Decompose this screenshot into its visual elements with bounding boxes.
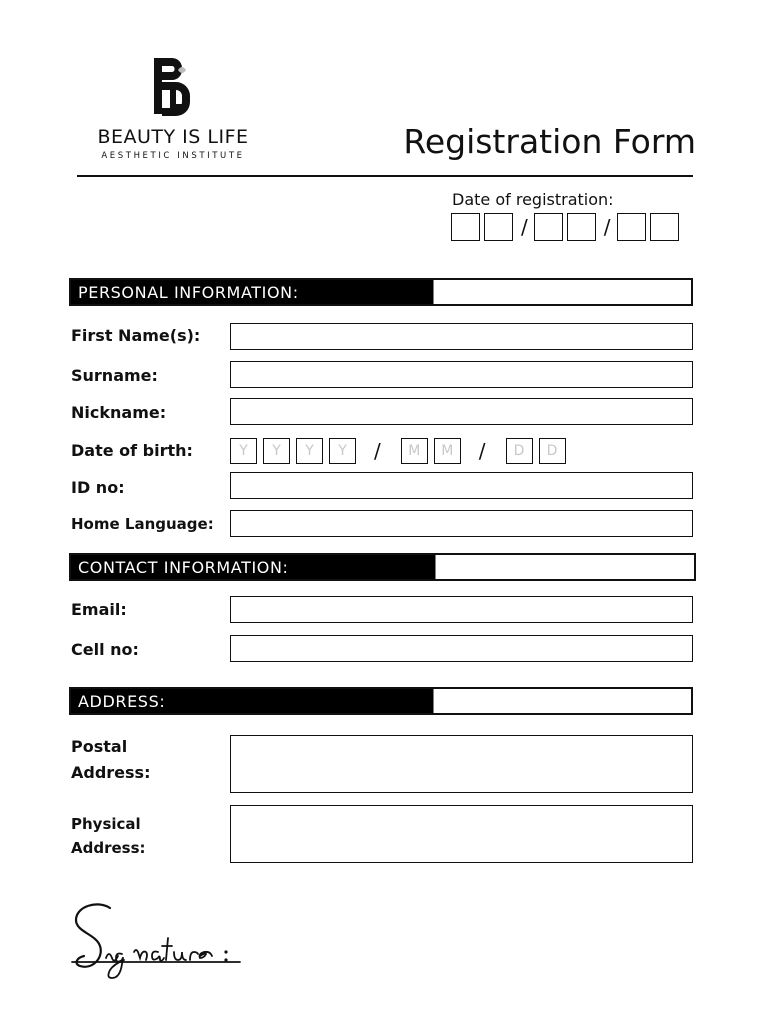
dob-month-box[interactable]: M: [401, 438, 428, 464]
nickname-label: Nickname:: [71, 403, 167, 422]
home-language-field[interactable]: [230, 510, 693, 537]
dob-year-box[interactable]: Y: [296, 438, 323, 464]
section-header-address: [69, 687, 693, 715]
email-label: Email:: [71, 600, 127, 619]
reg-month-digit-1[interactable]: [534, 213, 563, 241]
form-title: Registration Form: [403, 122, 696, 161]
date-separator: /: [374, 438, 381, 463]
nickname-field[interactable]: [230, 398, 693, 425]
physical-address-label-line2: Address:: [71, 839, 146, 857]
title-divider: [77, 175, 693, 177]
date-separator: /: [521, 215, 528, 239]
email-field[interactable]: [230, 596, 693, 623]
cell-no-label: Cell no:: [71, 640, 139, 659]
reg-month-digit-2[interactable]: [567, 213, 596, 241]
first-name-field[interactable]: [230, 323, 693, 350]
section-title: ADDRESS:: [78, 692, 166, 711]
reg-day-digit-2[interactable]: [484, 213, 513, 241]
reg-year-digit-1[interactable]: [617, 213, 646, 241]
section-title: CONTACT INFORMATION:: [78, 558, 289, 577]
home-language-label: Home Language:: [71, 515, 214, 533]
section-title: PERSONAL INFORMATION:: [78, 283, 299, 302]
date-of-birth-boxes: [230, 437, 572, 464]
registration-date-boxes: [451, 213, 683, 241]
section-header-personal: [69, 278, 693, 306]
id-no-field[interactable]: [230, 472, 693, 499]
reg-day-digit-1[interactable]: [451, 213, 480, 241]
brand-tagline: AESTHETIC INSTITUTE: [101, 151, 245, 161]
dob-day-box[interactable]: D: [506, 438, 533, 464]
surname-field[interactable]: [230, 361, 693, 388]
dob-year-box[interactable]: Y: [230, 438, 257, 464]
reg-year-digit-2[interactable]: [650, 213, 679, 241]
dob-year-box[interactable]: Y: [263, 438, 290, 464]
postal-address-label-line1: Postal: [71, 737, 128, 756]
id-no-label: ID no:: [71, 478, 125, 497]
date-separator: /: [478, 438, 486, 463]
registration-date-label: Date of registration:: [452, 190, 614, 209]
section-header-contact: [69, 553, 696, 581]
first-name-label: First Name(s):: [71, 326, 201, 345]
physical-address-label-line1: Physical: [71, 815, 141, 833]
physical-address-field[interactable]: [230, 805, 693, 863]
postal-address-field[interactable]: [230, 735, 693, 793]
surname-label: Surname:: [71, 366, 158, 385]
cell-no-field[interactable]: [230, 635, 693, 662]
bl-monogram-logo: [148, 54, 198, 120]
dob-month-box[interactable]: M: [434, 438, 461, 464]
brand-name: BEAUTY IS LIFE: [97, 126, 249, 148]
date-separator: /: [603, 215, 611, 239]
dob-day-box[interactable]: D: [539, 438, 566, 464]
postal-address-label-line2: Address:: [71, 763, 151, 782]
date-of-birth-label: Date of birth:: [71, 441, 193, 460]
signature-script-label: [70, 898, 245, 980]
dob-year-box[interactable]: Y: [329, 438, 356, 464]
